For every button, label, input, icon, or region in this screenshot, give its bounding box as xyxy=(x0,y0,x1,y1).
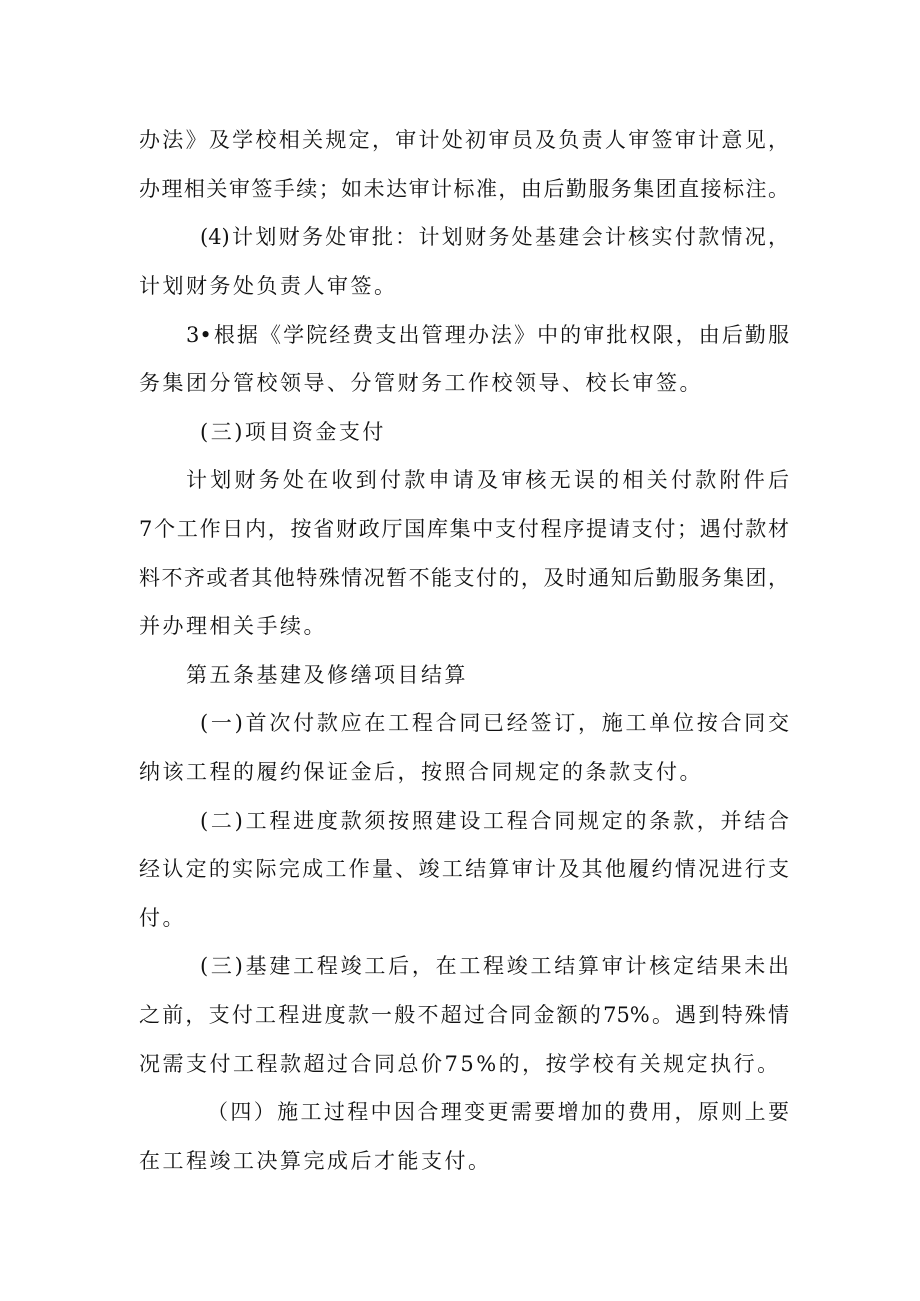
paragraph-line: 料不齐或者其他特殊情况暂不能支付的，及时通知后勤服务集团， xyxy=(139,566,789,590)
paragraph-line: 纳该工程的履约保证金后，按照合同规定的条款支付。 xyxy=(139,760,703,784)
paragraph-line: (二)工程进度款须按照建设工程合同规定的条款，并结合 xyxy=(200,809,789,833)
paragraph-line: 经认定的实际完成工作量、竣工结算审计及其他履约情况进行支 xyxy=(139,857,789,881)
paragraph-line: 付。 xyxy=(139,906,186,930)
paragraph-line: 3•根据《学院经费支出管理办法》中的审批权限，由后勤服 xyxy=(186,323,789,347)
paragraph-line: （四）施工过程中因合理变更需要增加的费用，原则上要 xyxy=(207,1100,789,1124)
paragraph-line: 况需支付工程款超过合同总价75%的，按学校有关规定执行。 xyxy=(139,1052,781,1076)
article-heading: 第五条基建及修缮项目结算 xyxy=(186,663,468,687)
paragraph-line: 并办理相关手续。 xyxy=(139,614,327,638)
paragraph-line: (一)首次付款应在工程合同已经签订，施工单位按合同交 xyxy=(200,711,789,735)
section-heading: (三)项目资金支付 xyxy=(200,420,386,444)
paragraph-line: (4)计划财务处审批：计划财务处基建会计核实付款情况， xyxy=(200,225,789,249)
paragraph-line: 计划财务处负责人审签。 xyxy=(139,274,398,298)
paragraph-line: 在工程竣工决算完成后才能支付。 xyxy=(139,1149,492,1173)
paragraph-line: 之前，支付工程进度款一般不超过合同金额的75%。遇到特殊情 xyxy=(139,1003,789,1027)
paragraph-line: 7个工作日内，按省财政厅国库集中支付程序提请支付；遇付款材 xyxy=(139,517,789,541)
paragraph-line: 办法》及学校相关规定，审计处初审员及负责人审签审计意见， xyxy=(139,128,789,152)
paragraph-line: (三)基建工程竣工后，在工程竣工结算审计核定结果未出 xyxy=(200,954,789,978)
paragraph-line: 务集团分管校领导、分管财务工作校领导、校长审签。 xyxy=(139,371,703,395)
paragraph-line: 办理相关审签手续；如未达审计标准，由后勤服务集团直接标注。 xyxy=(139,177,789,201)
paragraph-line: 计划财务处在收到付款申请及审核无误的相关付款附件后 xyxy=(186,468,789,492)
